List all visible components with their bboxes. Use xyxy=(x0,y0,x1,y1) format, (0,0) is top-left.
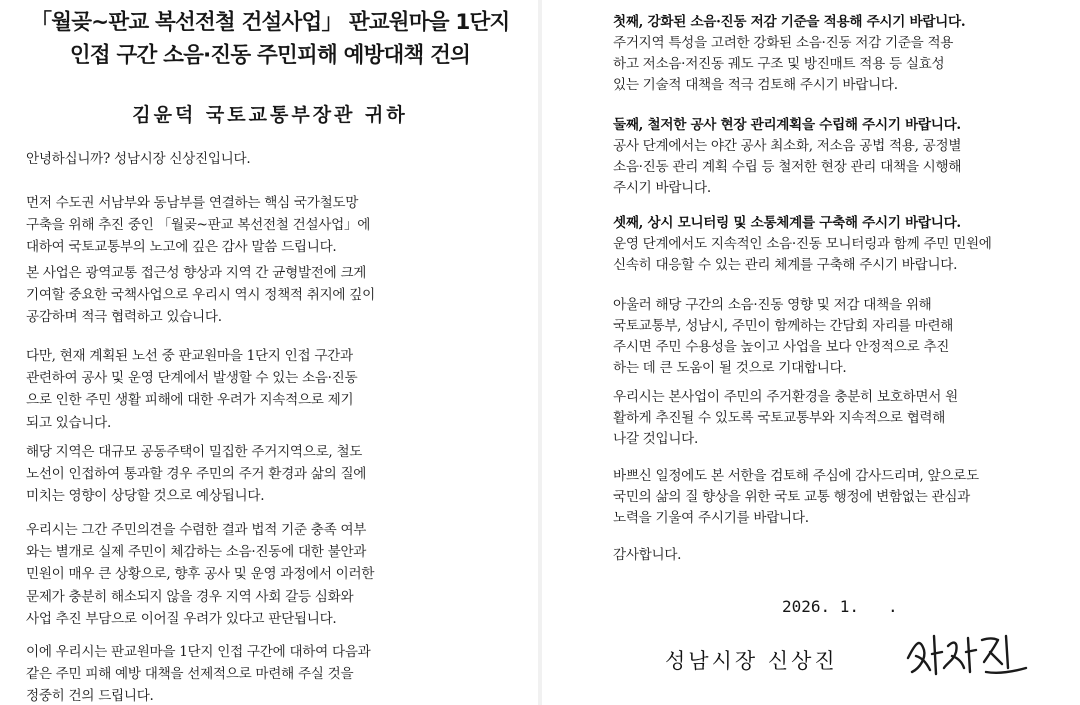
body-line: 먼저 수도권 서남부와 동남부를 연결하는 핵심 국가철도망 xyxy=(26,195,359,211)
body-paragraph xyxy=(26,148,250,170)
body-paragraph xyxy=(26,345,357,434)
body-line: 아울러 해당 구간의 소음·진동 영향 및 저감 대책을 위해 xyxy=(613,297,932,313)
body-line: 주시기 바랍니다. xyxy=(613,180,711,197)
proposal-heading: 첫째, 강화된 소음·진동 저감 기준을 적용해 주시기 바랍니다. xyxy=(613,14,966,30)
body-line: 같은 주민 피해 예방 대책을 선제적으로 마련해 주실 것을 xyxy=(26,666,354,683)
proposal-item xyxy=(613,213,992,276)
body-paragraph xyxy=(26,192,370,259)
body-line: 있는 기술적 대책을 적극 검토해 주시기 바랍니다. xyxy=(613,77,898,94)
body-line: 본 사업은 광역교통 접근성 향상과 지역 간 균형발전에 크게 xyxy=(26,265,367,281)
letter-date: 2026. 1. . xyxy=(782,597,898,616)
body-line: 대하여 국토교통부의 노고에 깊은 감사 말씀 드립니다. xyxy=(26,239,337,256)
body-line: 되고 있습니다. xyxy=(26,414,112,431)
body-line: 공감하며 적극 협력하고 있습니다. xyxy=(26,309,222,326)
body-line: 노선이 인접하여 통과할 경우 주민의 주거 환경과 삶의 질에 xyxy=(26,466,367,483)
addressee: 김윤덕 국토교통부장관 귀하 xyxy=(132,104,408,126)
body-line: 우리시는 본사업이 주민의 주거환경을 충분히 보호하면서 원 xyxy=(613,389,958,405)
body-line: 안녕하십니까? 성남시장 신상진입니다. xyxy=(26,151,251,167)
body-line: 국토교통부, 성남시, 주민이 함께하는 간담회 자리를 마련해 xyxy=(613,318,954,335)
body-paragraph xyxy=(613,295,953,379)
body-line: 주거지역 특성을 고려한 강화된 소음·진동 저감 기준을 적용 xyxy=(613,35,954,52)
body-line: 국민의 삶의 질 향상을 위한 국토 교통 행정에 변함없는 관심과 xyxy=(613,489,970,506)
letter-page-right xyxy=(540,0,1080,705)
proposal-item xyxy=(613,115,961,199)
body-line: 활하게 추진될 수 있도록 국토교통부와 지속적으로 협력해 xyxy=(613,410,946,427)
body-paragraph xyxy=(26,262,375,329)
proposal-heading: 셋째, 상시 모니터링 및 소통체계를 구축해 주시기 바랍니다. xyxy=(613,215,961,231)
body-paragraph xyxy=(613,466,979,529)
body-line: 다만, 현재 계획된 노선 중 판교원마을 1단지 인접 구간과 xyxy=(26,348,353,364)
body-line: 노력을 기울여 주시기를 바랍니다. xyxy=(613,510,809,527)
body-line: 이에 우리시는 판교원마을 1단지 인접 구간에 대하여 다음과 xyxy=(26,644,371,660)
body-line: 하는 데 큰 도움이 될 것으로 기대합니다. xyxy=(613,360,847,377)
body-line: 바쁘신 일정에도 본 서한을 검토해 주심에 감사드리며, 앞으로도 xyxy=(613,468,979,484)
body-line: 구축을 위해 추진 중인 「월곶~판교 복선전철 건설사업」에 xyxy=(26,217,371,234)
body-line: 소음·진동 관리 계획 수립 등 철저한 현장 관리 대책을 시행해 xyxy=(613,159,962,176)
body-line: 주시면 주민 수용성을 높이고 사업을 보다 안정적으로 추진 xyxy=(613,339,950,356)
body-line: 기여할 중요한 국책사업으로 우리시 역시 정책적 취지에 깊이 xyxy=(26,287,375,304)
handwritten-signature xyxy=(902,628,1032,680)
proposal-item xyxy=(613,12,965,96)
body-line: 해당 지역은 대규모 공동주택이 밀집한 주거지역으로, 철도 xyxy=(26,444,363,460)
body-line: 문제가 충분히 해소되지 않을 경우 지역 사회 갈등 심화와 xyxy=(26,588,354,605)
body-line: 정중히 건의 드립니다. xyxy=(26,688,154,705)
title-line: 인접 구간 소음·진동 주민피해 예방대책 건의 xyxy=(69,43,471,68)
body-line: 민원이 매우 큰 상황으로, 향후 공사 및 운영 과정에서 이러한 xyxy=(26,566,375,583)
body-line: 관련하여 공사 및 운영 단계에서 발생할 수 있는 소음·진동 xyxy=(26,370,358,387)
body-line: 미치는 영향이 상당할 것으로 예상됩니다. xyxy=(26,488,265,505)
body-line: 운영 단계에서도 지속적인 소음·진동 모니터링과 함께 주민 민원에 xyxy=(613,236,992,253)
body-paragraph xyxy=(26,519,374,630)
body-paragraph xyxy=(26,441,366,508)
body-line: 나갈 것입니다. xyxy=(613,431,699,448)
body-line: 감사합니다. xyxy=(613,547,682,563)
body-line: 신속히 대응할 수 있는 관리 체계를 구축해 주시기 바랍니다. xyxy=(613,257,958,274)
body-paragraph xyxy=(613,545,681,566)
sender-name: 성남시장 신상진 xyxy=(665,649,838,673)
body-line: 공사 단계에서는 야간 공사 최소화, 저소음 공법 적용, 공정별 xyxy=(613,138,962,155)
body-paragraph xyxy=(613,387,958,450)
body-line: 하고 저소음·저진동 궤도 구조 및 방진매트 적용 등 실효성 xyxy=(613,56,945,73)
proposal-heading: 둘째, 철저한 공사 현장 관리계획을 수립해 주시기 바랍니다. xyxy=(613,117,961,133)
body-line: 우리시는 그간 주민의견을 수렴한 결과 법적 기준 충족 여부 xyxy=(26,522,367,538)
body-line: 으로 인한 주민 생활 피해에 대한 우려가 지속적으로 제기 xyxy=(26,392,354,409)
body-line: 사업 추진 부담으로 이어질 우려가 있다고 판단됩니다. xyxy=(26,610,337,627)
letter-title xyxy=(10,6,530,72)
body-line: 와는 별개로 실제 주민이 체감하는 소음·진동에 대한 불안과 xyxy=(26,544,367,561)
title-line: 「월곶~판교 복선전철 건설사업」 판교원마을 1단지 xyxy=(30,10,510,35)
body-paragraph xyxy=(26,641,370,705)
